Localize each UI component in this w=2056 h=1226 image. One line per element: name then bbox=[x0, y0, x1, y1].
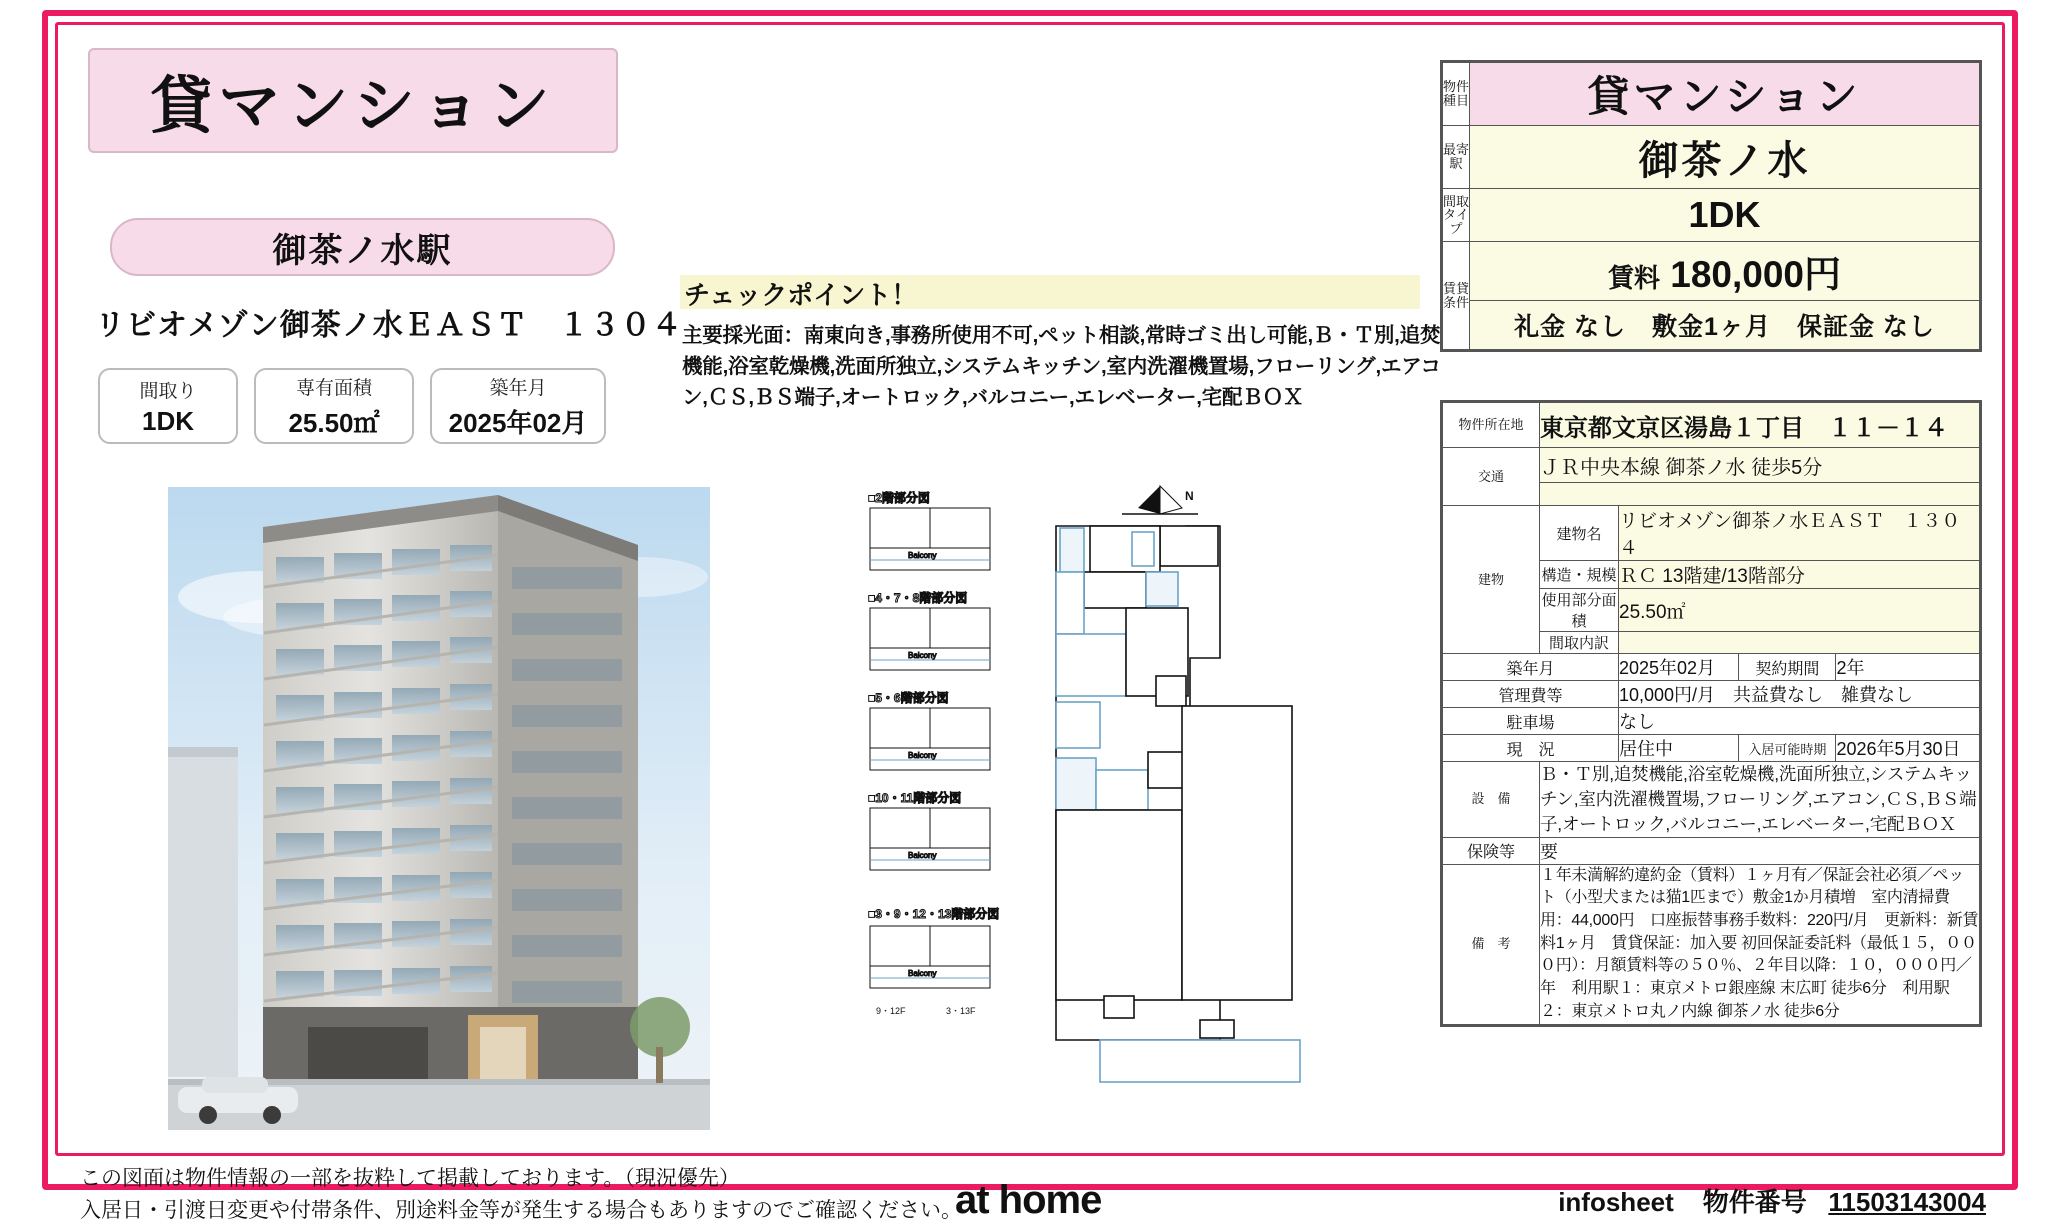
detail-label-building-text: 建物 bbox=[1443, 573, 1539, 587]
detail-value-layout-detail bbox=[1619, 632, 1980, 654]
rent-prefix: 賃料 bbox=[1608, 263, 1660, 293]
detail-value-remarks: １年未満解約違約金（賃料）１ヶ月有／保証会社必須／ペット（小型犬または猫1匹まで）敷金1か月積増 室内清掃費用：44,000円 口座振替事務手数料：220円/月 更新料：新賃料1ヶ月 賃貸保証：加入要 初回保証委託料（最低１５，０００円）：月額賃料等の５０％、２年目以降：１０，０００円／年 利用駅１：東京メトロ銀座線 末広町 徒歩6分 利用駅２：東京メトロ丸ノ内線 御茶ノ水 徒歩6分 bbox=[1540, 864, 1980, 1024]
detail-row-parking bbox=[1443, 708, 1980, 735]
detail-label-building bbox=[1443, 506, 1540, 654]
property-no-label: 物件番号 bbox=[1703, 1187, 1807, 1217]
detail-row-remarks bbox=[1443, 864, 1980, 1024]
svg-text:DN/Sto.: DN/Sto. bbox=[1056, 492, 1091, 503]
svg-text:■2階部分図: ■2階部分図 bbox=[868, 490, 930, 505]
detail-label-access bbox=[1443, 448, 1540, 506]
athome-logo bbox=[955, 1178, 1101, 1223]
svg-text:3・13F: 3・13F bbox=[946, 1006, 976, 1016]
detail-table bbox=[1440, 400, 1982, 1027]
floor-plan bbox=[860, 480, 1460, 1130]
footer-disclaimer bbox=[80, 1163, 980, 1226]
svg-text:■3・9・12・13階部分図: ■3・9・12・13階部分図 bbox=[868, 906, 999, 921]
detail-value-insurance: 要 bbox=[1540, 837, 1980, 864]
detail-sublabel-building-name: 建物名 bbox=[1540, 506, 1619, 561]
detail-row-management bbox=[1443, 681, 1980, 708]
spec-pill-area bbox=[254, 368, 414, 444]
athome-logo-text: at home bbox=[955, 1178, 1101, 1222]
detail-value-structure: ＲＣ 13階建/13階部分 bbox=[1619, 561, 1980, 589]
svg-text:Balcony: Balcony bbox=[908, 751, 936, 760]
detail-label-remarks bbox=[1443, 864, 1540, 1024]
summary-row-layout bbox=[1443, 189, 1980, 242]
summary-label-type-text: 物件種目 bbox=[1443, 80, 1469, 107]
detail-row-built bbox=[1443, 654, 1980, 681]
svg-text:Balcony: Balcony bbox=[908, 851, 936, 860]
infosheet-label: infosheet bbox=[1558, 1187, 1674, 1217]
detail-row-building-name bbox=[1443, 506, 1980, 561]
property-type-title bbox=[88, 48, 618, 153]
detail-label-insurance: 保険等 bbox=[1443, 837, 1540, 864]
detail-value-address: 東京都文京区湯島１丁目 １１－１４ bbox=[1540, 403, 1980, 448]
infosheet-footer bbox=[1558, 1182, 1986, 1219]
spec-pill-built bbox=[430, 368, 606, 444]
summary-value-station: 御茶ノ水 bbox=[1470, 126, 1980, 189]
detail-value-status: 居住中 bbox=[1619, 735, 1739, 762]
station-badge-label: 御茶ノ水駅 bbox=[273, 223, 453, 272]
detail-label-address-text: 物件所在地 bbox=[1443, 418, 1539, 432]
detail-label-remarks-text: 備 考 bbox=[1443, 937, 1539, 951]
detail-label-movein: 入居可能時期 bbox=[1739, 735, 1836, 761]
svg-text:■10・11階部分図: ■10・11階部分図 bbox=[868, 790, 961, 805]
spec-pill-built-value: 2025年02月 bbox=[449, 403, 588, 440]
summary-value-fees: 礼金 なし 敷金1ヶ月 保証金 なし bbox=[1470, 301, 1980, 350]
detail-label-access-text: 交通 bbox=[1443, 470, 1539, 484]
summary-row-fees bbox=[1443, 301, 1980, 350]
checkpoint-title-bar bbox=[680, 275, 1420, 309]
detail-value-building-name: リビオメゾン御茶ノ水ＥＡＳＴ １３０４ bbox=[1619, 506, 1980, 561]
detail-row-status bbox=[1443, 735, 1980, 762]
rent-amount: 180,000円 bbox=[1670, 254, 1841, 295]
detail-label-status: 現 況 bbox=[1443, 735, 1619, 762]
building-name-heading: リビオメゾン御茶ノ水ＥＡＳＴ １３０４ bbox=[95, 300, 735, 344]
summary-value-rent bbox=[1470, 242, 1980, 301]
compass-icon bbox=[1122, 486, 1198, 514]
building-photo bbox=[168, 487, 710, 1130]
svg-text:■4・7・8階部分図: ■4・7・8階部分図 bbox=[868, 590, 967, 605]
summary-label-terms: 賃貸条件 bbox=[1443, 242, 1470, 350]
detail-value-built: 2025年02月 bbox=[1619, 654, 1739, 681]
footer-disclaimer-line1: この図面は物件情報の一部を抜粋して掲載しております。（現況優先） bbox=[80, 1163, 980, 1195]
detail-label-built: 築年月 bbox=[1443, 654, 1619, 681]
detail-movein-cell bbox=[1739, 735, 1980, 762]
footer-disclaimer-line2: 入居日・引渡日変更や付帯条件、別途料金等が発生する場合もありますのでご確認ください。 bbox=[80, 1195, 980, 1226]
detail-label-address bbox=[1443, 403, 1540, 448]
summary-row-station bbox=[1443, 126, 1980, 189]
svg-text:N: N bbox=[1185, 489, 1194, 503]
summary-label-station: 最寄駅 bbox=[1443, 126, 1470, 189]
summary-row-type bbox=[1443, 63, 1980, 126]
summary-label-type bbox=[1443, 63, 1470, 126]
detail-contract-cell bbox=[1739, 654, 1980, 681]
detail-sublabel-layout-detail: 間取内訳 bbox=[1540, 632, 1619, 654]
detail-value-contract: 2年 bbox=[1836, 654, 1979, 680]
property-type-text: 貸マンション bbox=[150, 56, 555, 145]
checkpoint-body: 主要採光面：南東向き,事務所使用不可,ペット相談,常時ゴミ出し可能,Ｂ・Ｔ別,追焚機能,浴室乾燥機,洗面所独立,システムキッチン,室内洗濯機置場,フローリング,エアコン,ＣＳ,ＢＳ端子,オートロック,バルコニー,エレベーター,宅配ＢＯＸ bbox=[682, 320, 1442, 413]
detail-sublabel-area-text: 使用部分面積 bbox=[1541, 592, 1616, 630]
checkpoint-title: チェックポイント！ bbox=[684, 275, 917, 312]
detail-value-equipment: Ｂ・Ｔ別,追焚機能,浴室乾燥機,洗面所独立,システムキッチン,室内洗濯機置場,フローリング,エアコン,ＣＳ,ＢＳ端子,オートロック,バルコニー,エレベーター,宅配ＢＯＸ bbox=[1540, 762, 1980, 838]
detail-value-management: 10,000円/月 共益費なし 雑費なし bbox=[1619, 681, 1980, 708]
detail-label-parking: 駐車場 bbox=[1443, 708, 1619, 735]
detail-sublabel-area bbox=[1540, 589, 1619, 632]
spec-pill-built-label: 築年月 bbox=[489, 373, 546, 400]
spec-pill-layout-label: 間取り bbox=[139, 376, 196, 403]
summary-value-layout: 1DK bbox=[1470, 189, 1980, 242]
detail-label-contract: 契約期間 bbox=[1739, 654, 1836, 680]
detail-row-address bbox=[1443, 403, 1980, 448]
detail-value-access-extra bbox=[1540, 483, 1980, 506]
summary-value-type: 貸マンション bbox=[1470, 63, 1980, 126]
property-no-value: 11503143004 bbox=[1828, 1187, 1986, 1217]
floor-plan-drawing bbox=[860, 480, 1460, 1130]
detail-label-management: 管理費等 bbox=[1443, 681, 1619, 708]
svg-text:Balcony: Balcony bbox=[908, 551, 936, 560]
spec-pill-area-label: 専有面積 bbox=[296, 373, 372, 400]
svg-text:Balcony: Balcony bbox=[908, 969, 936, 978]
detail-row-equipment bbox=[1443, 762, 1980, 838]
spec-pill-layout bbox=[98, 368, 238, 444]
detail-label-equipment-text: 設 備 bbox=[1443, 792, 1539, 806]
svg-text:■5・6階部分図: ■5・6階部分図 bbox=[868, 690, 949, 705]
summary-row-rent bbox=[1443, 242, 1980, 301]
station-badge bbox=[110, 218, 615, 276]
summary-table bbox=[1440, 60, 1982, 352]
detail-value-area: 25.50㎡ bbox=[1619, 589, 1980, 632]
detail-value-movein: 2026年5月30日 bbox=[1836, 735, 1979, 761]
spec-pill-area-value: 25.50㎡ bbox=[288, 403, 379, 440]
summary-label-layout: 間取タイプ bbox=[1443, 189, 1470, 242]
building-photo-illustration bbox=[168, 487, 710, 1130]
detail-value-access: ＪＲ中央本線 御茶ノ水 徒歩5分 bbox=[1540, 448, 1980, 483]
detail-sublabel-structure: 構造・規模 bbox=[1540, 561, 1619, 589]
detail-label-equipment bbox=[1443, 762, 1540, 838]
svg-text:9・12F: 9・12F bbox=[876, 1006, 906, 1016]
spec-pill-group bbox=[98, 368, 606, 444]
detail-row-insurance bbox=[1443, 837, 1980, 864]
spec-pill-layout-value: 1DK bbox=[142, 406, 194, 437]
svg-text:Balcony: Balcony bbox=[908, 651, 936, 660]
detail-row-access bbox=[1443, 448, 1980, 483]
detail-value-parking: なし bbox=[1619, 708, 1980, 735]
